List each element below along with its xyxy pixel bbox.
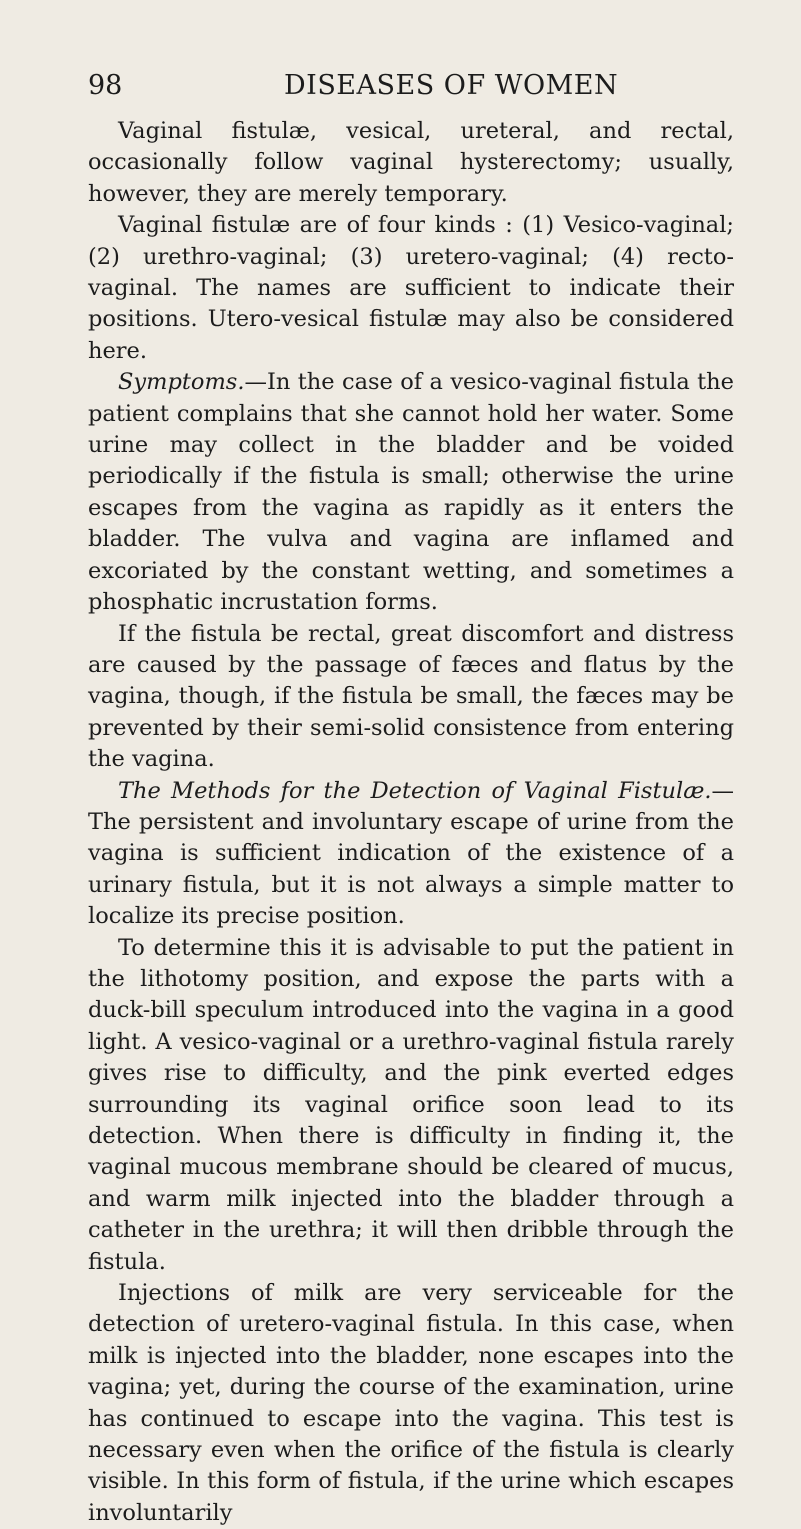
paragraph	[88, 933, 734, 1278]
running-head: DISEASES OF WOMEN	[284, 70, 619, 101]
paragraph-text: Injections of milk are very serviceable for the detection of uretero-vaginal fistula. In this case, when milk is injected into the bladder, none escapes into the vagina; yet, during the course of the examination, urine has continued to escape into the vagina. This test is necessary even when the orifice of the fistula is clearly visible. In this form of fistula, if the urine which escapes involuntarily	[88, 1280, 734, 1526]
body-text	[88, 116, 734, 1529]
paragraph-text: To determine this it is advisable to put the patient in the lithotomy position, and expose the parts with a duck-bill speculum introduced into the vagina in a good light. A vesico-vaginal or a urethro-vaginal fistula rarely gives rise to difficulty, and the pink everted edges surrounding its vaginal orifice soon lead to its detection. When there is difficulty in finding it, the vaginal mucous membrane should be cleared of mucus, and warm milk injected into the bladder through a catheter in the urethra; it will then dribble through the fistula.	[88, 934, 734, 1275]
section-heading-detection-methods: The Methods for the Detection of Vaginal Fistulæ.	[118, 777, 712, 804]
paragraph-symptoms	[88, 367, 734, 618]
paragraph	[88, 210, 734, 367]
paragraph-text: —In the case of a vesico-vaginal fistula the patient complains that she cannot hold her water. Some urine may collect in the bladder and be voided periodically if the fistula is small; otherwise the urine escapes from the vagina as rapidly as it enters the bladder. The vulva and vagina are inflamed and excoriated by the constant wetting, and sometimes a phosphatic incrustation forms.	[88, 369, 734, 616]
paragraph-text: If the fistula be rectal, great discomfort and distress are caused by the passage of fæces and flatus by the vagina, though, if the fistula be small, the fæces may be prevented by their semi-solid consistence from entering the vagina.	[88, 620, 734, 773]
paragraph-text: Vaginal fistulæ are of four kinds : (1) Vesico-vaginal; (2) urethro-vaginal; (3) uretero-vaginal; (4) recto-vaginal. The names are sufficient to indicate their positions. Utero-vesical fistulæ may also be considered here.	[88, 212, 734, 364]
page-number: 98	[88, 70, 123, 101]
section-heading-symptoms: Symptoms.	[118, 369, 245, 396]
paragraph-text: Vaginal fistulæ, vesical, ureteral, and rectal, occasionally follow vaginal hysterectomy; usually, however, they are merely temporary.	[88, 118, 734, 207]
page-header	[88, 66, 735, 106]
paragraph	[88, 1278, 734, 1529]
paragraph	[88, 619, 734, 776]
paragraph	[88, 116, 734, 210]
paragraph-text: —The persistent and involuntary escape of urine from the vagina is sufficient indication of the existence of a urinary fistula, but it is not always a simple matter to localize its precise position.	[88, 777, 734, 930]
paragraph-detection-methods	[88, 776, 734, 933]
